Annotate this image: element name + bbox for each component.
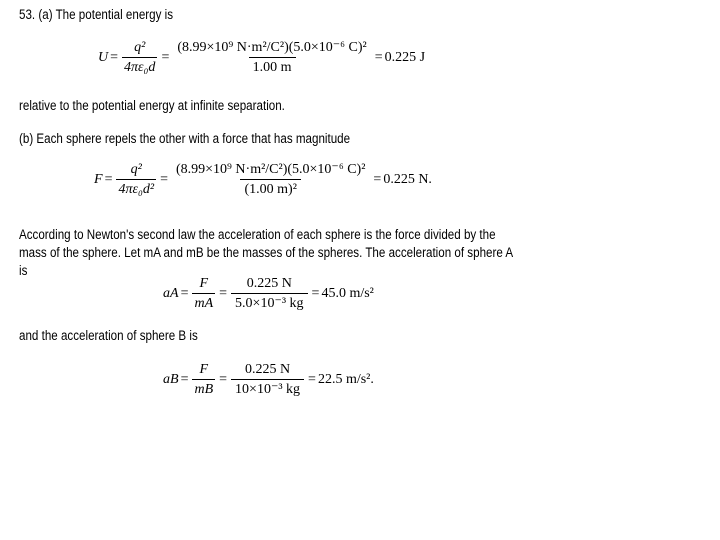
eq2-equals-1: = bbox=[104, 172, 113, 187]
eq2-symbolic-fraction bbox=[116, 162, 156, 198]
eq3-num: 0.225 N bbox=[246, 276, 292, 291]
eq4-equals-2: = bbox=[219, 372, 228, 387]
eq2-equals-2: = bbox=[160, 172, 168, 187]
eq2-equals-3: = bbox=[373, 172, 382, 187]
eq3-equals-3: = bbox=[311, 286, 320, 301]
eq1-equals-1: = bbox=[110, 50, 119, 65]
eq4-lhs: aB bbox=[163, 372, 179, 387]
eq1-num: (8.99×10⁹ N·m²/C²)(5.0×10⁻⁶ C)² bbox=[177, 40, 367, 55]
eq1-symbolic-fraction bbox=[122, 40, 157, 76]
eq2-num: (8.99×10⁹ N·m²/C²)(5.0×10⁻⁶ C)² bbox=[175, 162, 366, 177]
eq1-equals-2: = bbox=[161, 50, 170, 65]
eq2-result: 0.225 N. bbox=[383, 172, 432, 187]
eq4-sym-den: mB bbox=[192, 379, 215, 398]
eq1-equals-3: = bbox=[374, 50, 383, 65]
eq3-sym-num: F bbox=[199, 276, 209, 291]
eq1-lhs: U bbox=[98, 50, 109, 65]
eq3-equals-2: = bbox=[219, 286, 228, 301]
newton-paragraph: According to Newton's second law the acceleration of each sphere is the force divided by the mass of the sphere. Let mA and mB be the masses of the spheres. The acceleration of sphere A is bbox=[19, 227, 513, 278]
acceleration-a-equation bbox=[163, 276, 374, 312]
eq1-sym-num: q² bbox=[134, 40, 146, 55]
part-b-intro: (b) Each sphere repels the other with a force that has magnitude bbox=[19, 131, 351, 146]
acceleration-b-equation bbox=[163, 362, 374, 398]
sphere-b-intro: and the acceleration of sphere B is bbox=[19, 328, 198, 343]
eq4-symbolic-fraction bbox=[192, 362, 215, 398]
eq2-numeric-fraction bbox=[172, 162, 369, 198]
eq3-sym-den: mA bbox=[192, 293, 215, 312]
eq3-result: 45.0 m/s² bbox=[321, 286, 374, 301]
eq2-sym-den: 4πε₀d² bbox=[116, 179, 156, 198]
eq2-den: (1.00 m)² bbox=[240, 179, 300, 198]
eq2-lhs: F bbox=[94, 172, 103, 187]
eq3-numeric-fraction bbox=[231, 276, 307, 312]
eq3-equals-1: = bbox=[180, 286, 189, 301]
eq3-symbolic-fraction bbox=[192, 276, 215, 312]
eq1-result: 0.225 J bbox=[384, 50, 426, 65]
eq1-den: 1.00 m bbox=[249, 57, 296, 76]
force-equation bbox=[94, 162, 432, 198]
eq4-sym-num: F bbox=[199, 362, 209, 377]
eq4-result: 22.5 m/s². bbox=[317, 372, 374, 387]
part-a-note: relative to the potential energy at infinite separation. bbox=[19, 98, 285, 113]
potential-energy-equation bbox=[98, 40, 425, 76]
eq1-numeric-fraction bbox=[173, 40, 370, 76]
eq1-sym-den: 4πε₀d bbox=[122, 57, 157, 76]
eq3-den: 5.0×10⁻³ kg bbox=[231, 293, 307, 312]
eq4-equals-1: = bbox=[180, 372, 189, 387]
eq2-sym-num: q² bbox=[130, 162, 142, 177]
eq4-equals-3: = bbox=[308, 372, 316, 387]
eq4-numeric-fraction bbox=[231, 362, 304, 398]
eq4-den: 10×10⁻³ kg bbox=[231, 379, 304, 398]
eq4-num: 0.225 N bbox=[244, 362, 291, 377]
eq3-lhs: aA bbox=[163, 286, 179, 301]
part-a-intro: 53. (a) The potential energy is bbox=[19, 7, 174, 22]
